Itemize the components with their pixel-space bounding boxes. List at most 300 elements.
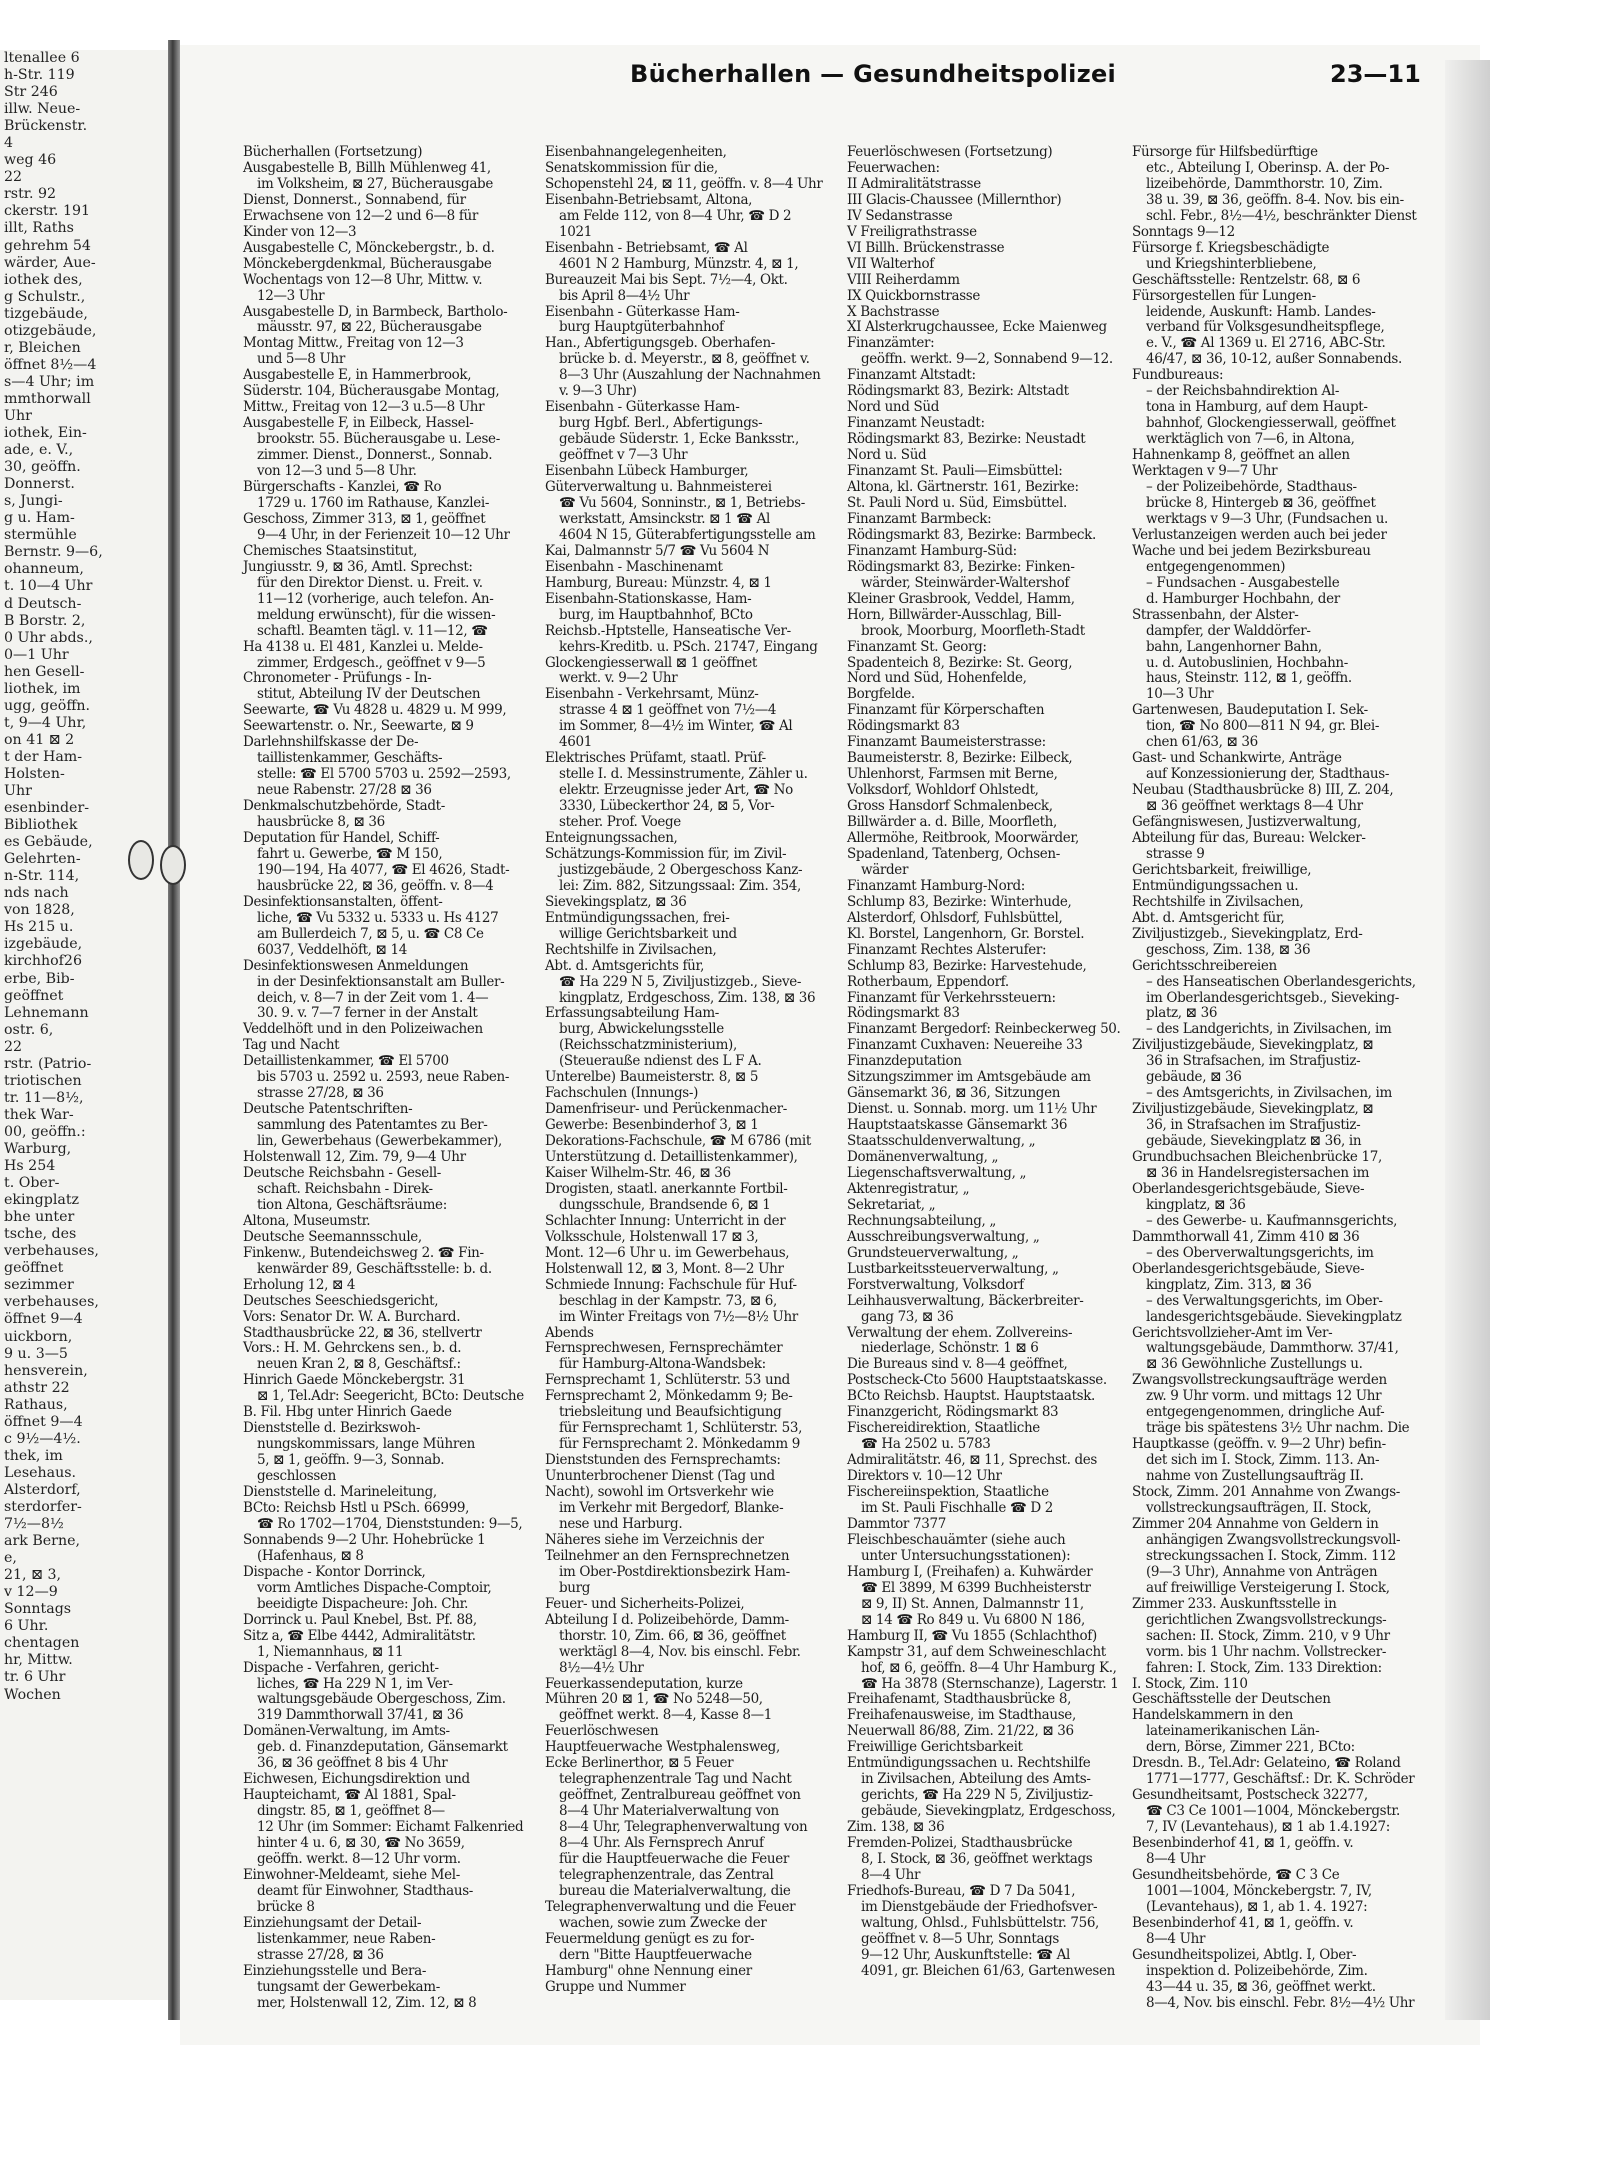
left-page-line: gehrehm 54 <box>4 237 91 254</box>
entry-line: Dispache - Kontor Dorrinck, <box>243 1563 426 1580</box>
entry-line: Hamburg I, (Freihafen) a. Kuhwärder <box>847 1563 1093 1580</box>
entry-line: Billwärder a. d. Bille, Moorfleth, <box>847 814 1057 831</box>
entry-line: Wache und bei jedem Bezirksbureau <box>1132 542 1371 559</box>
entry-line: Besenbinderhof 41, ⊠ 1, geöffn. v. <box>1132 1914 1354 1931</box>
entry-line: 8½—4½ Uhr <box>559 1659 644 1676</box>
entry-line: lateinamerikanischen Län- <box>1146 1723 1320 1740</box>
entry-line: nese und Harburg. <box>559 1515 683 1532</box>
entry-line: Fernsprechwesen, Fernsprechämter <box>545 1340 783 1357</box>
entry-line: und Kriegshinterbliebene, <box>1146 255 1317 272</box>
entry-line: Fischereidirektion, Staatliche <box>847 1420 1040 1437</box>
entry-line: (9—3 Uhr), Annahme von Anträgen <box>1146 1563 1378 1580</box>
entry-line: haus, Steinstr. 112, ⊠ 1, geöffn. <box>1146 670 1352 687</box>
entry-line: tion Altona, Geschäftsräume: <box>257 1196 447 1213</box>
entry-line: Domänen-Verwaltung, im Amts- <box>243 1723 450 1740</box>
left-page-line: Hs 215 u. <box>4 919 74 936</box>
entry-line: Eisenbahn - Betriebsamt, ☎ Al <box>545 239 748 256</box>
entry-line: Mühren 20 ⊠ 1, ☎ No 5248—50, <box>545 1691 763 1708</box>
entry-line: Kaiser Wilhelm-Str. 46, ⊠ 36 <box>545 1165 731 1181</box>
entry-line: Einziehungsamt der Detail- <box>243 1914 422 1931</box>
entry-line: Hinrich Gaede Mönckebergstr. 31 <box>243 1372 466 1389</box>
entry-line: Sonntags 9—12 <box>1132 223 1235 240</box>
entry-line: burg Hauptgüterbahnhof <box>559 319 724 336</box>
entry-line: gerichtlichen Zwangsvollstreckungs- <box>1146 1611 1387 1628</box>
entry-line: Elektrisches Prüfamt, staatl. Prüf- <box>545 750 766 767</box>
entry-line: Wochentags von 12—8 Uhr, Mittw. v. <box>243 271 483 288</box>
entry-line: willige Gerichtsbarkeit und <box>559 925 737 942</box>
entry-line: Hamburg" ohne Nennung einer <box>545 1962 752 1979</box>
entry-line: mer, Holstenwall 12, Zim. 12, ⊠ 8 <box>257 1994 477 2011</box>
entry-line: deich, v. 8—7 in der Zeit vom 1. 4— <box>257 989 489 1006</box>
entry-line: VIII Reiherdamm <box>847 271 960 288</box>
entry-line: Abteilung I d. Polizeibehörde, Damm- <box>545 1611 789 1628</box>
entry-line: für die Hauptfeuerwache die Feuer <box>559 1850 789 1867</box>
entry-line: geöffn. werkt. 8—12 Uhr vorm. <box>257 1850 461 1867</box>
entry-line: Kleiner Grasbrook, Veddel, Hamm, <box>847 590 1075 607</box>
entry-line: Chemisches Staatsinstitut, <box>243 542 418 559</box>
left-page-line: 0 Uhr abds., <box>4 629 93 646</box>
entry-line: unter Untersuchungsstationen): <box>861 1547 1071 1564</box>
left-page-line: wärder, Aue- <box>4 254 96 271</box>
entry-line: Lustbarkeitssteuerverwaltung, „ <box>847 1260 1059 1277</box>
entry-line: Volksschule, Holstenwall 17 ⊠ 3, <box>545 1228 759 1245</box>
entry-line: III Glacis-Chaussee (Millernthor) <box>847 191 1062 208</box>
entry-line: Finanzamt für Körperschaften <box>847 702 1045 719</box>
left-page-line: kirchhof26 <box>4 953 82 970</box>
entry-line: Dienststelle d. Bezirkswoh- <box>243 1420 421 1437</box>
entry-line: im Ober-Postdirektionsbezirk Ham- <box>559 1563 790 1580</box>
entry-line: 36 in Strafsachen, im Strafjustiz- <box>1146 1053 1361 1070</box>
left-page-line: thek, im <box>4 1447 63 1464</box>
entry-line: Finanzamt Hamburg-Nord: <box>847 877 1025 894</box>
entry-line: Dienst. u. Sonnab. morg. um 11½ Uhr <box>847 1101 1097 1118</box>
left-page-line: illt, Raths <box>4 220 74 237</box>
left-page-line: r, Bleichen <box>4 339 81 356</box>
entry-line: Gruppe und Nummer <box>545 1978 686 1995</box>
entry-line: Detaillistenkammer, ☎ El 5700 <box>243 1053 449 1070</box>
entry-line: streckungssachen I. Stock, Zimm. 112 <box>1146 1547 1396 1564</box>
entry-line: Kl. Borstel, Langenhorn, Gr. Borstel. <box>847 925 1085 942</box>
entry-line: Nord und Süd, Hohenfelde, <box>847 670 1027 687</box>
entry-line: Stock, Zimm. 201 Annahme von Zwangs- <box>1132 1484 1400 1501</box>
entry-line: 8—4 Uhr <box>1146 1850 1206 1867</box>
left-page-line: c 9½—4½. <box>4 1430 81 1447</box>
entry-line: liche, ☎ Vu 5332 u. 5333 u. Hs 4127 <box>257 909 499 926</box>
entry-line: 8, I. Stock, ⊠ 36, geöffnet werktags <box>861 1850 1093 1867</box>
entry-line: bahn, Langenhorner Bahn, <box>1146 638 1322 655</box>
entry-line: strasse 9 <box>1146 845 1205 862</box>
entry-line: Hamburg, Bureau: Münzstr. 4, ⊠ 1 <box>545 574 772 591</box>
entry-line: Gesundheitspolizei, Abtlg. I, Ober- <box>1132 1946 1357 1963</box>
entry-line: ☎ El 3899, M 6399 Buchheisterstr <box>861 1579 1091 1596</box>
entry-line: – Fundsachen - Ausgabestelle <box>1146 574 1340 591</box>
entry-line: Schopenstehl 24, ⊠ 11, geöffn. v. 8—4 Uhr <box>545 175 823 192</box>
left-page-line: t der Ham- <box>4 748 83 765</box>
entry-line: Einwohner-Meldeamt, siehe Mel- <box>243 1866 460 1883</box>
entry-line: Kampstr 31, auf dem Schweineschlacht <box>847 1643 1106 1660</box>
entry-line: 43—44 u. 35, ⊠ 36, geöffnet werkt. <box>1146 1978 1376 1995</box>
left-page-line: mmthorwall <box>4 390 91 407</box>
entry-line: Fernsprechamt 1, Schlüterstr. 53 und <box>545 1372 790 1389</box>
entry-line: Ausgabestelle D, in Barmbeck, Bartholo- <box>243 303 508 320</box>
entry-line: Zimmer 204 Annahme von Geldern in <box>1132 1515 1379 1532</box>
left-page-line: 0—1 Uhr <box>4 646 69 663</box>
entry-line: Spadenteich 8, Bezirke: St. Georg, <box>847 654 1073 671</box>
entry-line: Jungiusstr. 9, ⊠ 36, Amtl. Sprechst: <box>243 558 473 575</box>
entry-line: Zwangsvollstreckungsaufträge werden <box>1132 1372 1387 1389</box>
entry-line: gebäude Süderstr. 1, Ecke Banksstr., <box>559 431 799 448</box>
entry-line: Gross Hansdorf Schmalenbeck, <box>847 798 1053 815</box>
entry-line: Reichsb.-Hptstelle, Hanseatische Ver- <box>545 622 791 639</box>
entry-line: landesgerichtsgebäude. Sievekingplatz <box>1146 1308 1402 1325</box>
entry-line: wärder, Steinwärder-Waltershof <box>861 574 1070 591</box>
left-page-line: erbe, Bib- <box>4 970 75 987</box>
entry-line: dungsschule, Brandsende 6, ⊠ 1 <box>559 1196 771 1213</box>
entry-line: Fürsorgestellen für Lungen- <box>1132 287 1316 304</box>
left-page-line: Alsterdorf, <box>4 1481 81 1498</box>
entry-line: – des Verwaltungsgerichts, im Ober- <box>1146 1292 1383 1309</box>
entry-line: 46/47, ⊠ 36, 10-12, außer Sonnabends. <box>1146 351 1402 368</box>
entry-line: wachen, sowie zum Zwecke der <box>559 1914 767 1931</box>
entry-line: Bücherhallen (Fortsetzung) <box>243 144 423 160</box>
entry-line: Erwachsene von 12—2 und 6—8 für <box>243 207 478 224</box>
entry-line: 1, Niemannhaus, ⊠ 11 <box>257 1643 404 1660</box>
left-page-line: verbehauses, <box>4 1243 99 1260</box>
entry-line: Ecke Berlinerthor, ⊠ 5 Feuer <box>545 1755 734 1772</box>
entry-line: dingstr. 85, ⊠ 1, geöffnet 8— <box>257 1803 445 1820</box>
entry-line: entgegengenommen, dringliche Auf- <box>1146 1404 1385 1421</box>
entry-line: ⊠ 36 geöffnet werktags 8—4 Uhr <box>1146 798 1363 815</box>
entry-line: Rödingsmarkt 83, Bezirke: Finken- <box>847 558 1075 575</box>
entry-line: Nord und Süd <box>847 399 940 416</box>
entry-line: für Fernsprechamt 2. Mönkedamm 9 <box>559 1436 800 1453</box>
entry-line: Fleischbeschauämter (siehe auch <box>847 1531 1066 1548</box>
left-page-line: v 12—9 <box>4 1584 58 1601</box>
entry-line: Dammthorwall 41, Zimm 410 ⊠ 36 <box>1132 1228 1360 1245</box>
entry-line: Montag Mittw., Freitag von 12—3 <box>243 335 464 352</box>
entry-line: (Levantehaus), ⊠ 1, ab 1. 4. 1927: <box>1146 1898 1368 1915</box>
left-page-line: Str 246 <box>4 84 58 101</box>
entry-line: Finanzamt Cuxhaven: Neuereihe 33 <box>847 1037 1083 1054</box>
entry-line: Dekorations-Fachschule, ☎ M 6786 (mit <box>545 1133 811 1150</box>
entry-line: Haupteichamt, ☎ Al 1881, Spal- <box>243 1787 456 1804</box>
left-page-line: n-Str. 114, <box>4 868 80 885</box>
entry-line: ⊠ 1, Tel.Adr: Seegericht, BCto: Deutsche <box>257 1388 524 1405</box>
left-page-line: tr. 6 Uhr <box>4 1669 66 1686</box>
left-page-line: es Gebäude, <box>4 834 93 851</box>
left-page-line: stermühle <box>4 527 77 544</box>
entry-line: Seewartenstr. o. Nr., Seewarte, ⊠ 9 <box>243 718 474 735</box>
entry-line: IX Quickbornstrasse <box>847 287 981 304</box>
entry-line: Geschäftsstelle: Rentzelstr. 68, ⊠ 6 <box>1132 271 1361 288</box>
left-page-line: Bernstr. 9—6, <box>4 544 103 561</box>
entry-line: brücke 8, Hintergeb ⊠ 36, geöffnet <box>1146 494 1376 511</box>
entry-line: Oberlandesgerichtsgebäude, Sieve- <box>1132 1180 1365 1197</box>
entry-line: Vors: Senator Dr. W. A. Burchard. <box>243 1308 461 1325</box>
left-page-line: Sonntags <box>4 1601 72 1618</box>
entry-line: Rödingsmarkt 83, Bezirke: Neustadt <box>847 431 1086 448</box>
entry-line: inspektion d. Polizeibehörde, Zim. <box>1146 1962 1368 1979</box>
entry-line: Dienststelle d. Marineleitung, <box>243 1484 437 1501</box>
entry-line: Feuerkassendeputation, kurze <box>545 1675 743 1692</box>
entry-line: Werktagen v 9—7 Uhr <box>1132 463 1278 480</box>
entry-line: Strassenbahn, der Alster- <box>1132 606 1299 623</box>
entry-line: Gesundheitsamt, Postscheck 32277, <box>1132 1787 1368 1804</box>
entry-line: Holstenwall 12, Zim. 79, 9—4 Uhr <box>243 1149 466 1166</box>
entry-line: Abt. d. Amtsgerichts für, <box>545 957 705 974</box>
entry-line: 10—3 Uhr <box>1146 686 1214 703</box>
entry-line: Eisenbahn - Güterkasse Ham- <box>545 303 740 320</box>
entry-line: 38 u. 39, ⊠ 36, geöffn. 8-4. Nov. bis ein- <box>1146 191 1404 208</box>
entry-line: Seewarte, ☎ Vu 4828 u. 4829 u. M 999, <box>243 702 507 719</box>
left-page-line: iothek des, <box>4 271 83 288</box>
entry-line: Geschoss, Zimmer 313, ⊠ 1, geöffnet <box>243 510 486 527</box>
entry-line: (Hafenhaus, ⊠ 8 <box>257 1547 364 1564</box>
left-page-line: ltenallee 6 <box>4 50 80 66</box>
entry-line: Spadenland, Tatenberg, Ochsen- <box>847 845 1060 862</box>
left-page-line: hen Gesell- <box>4 663 85 680</box>
entry-line: Eisenbahn-Stationskasse, Ham- <box>545 590 752 607</box>
left-page-line: Uhr <box>4 783 32 800</box>
entry-line: etc., Abteilung I, Oberinsp. A. der Po- <box>1146 159 1390 176</box>
entry-line: Abt. d. Amtsgericht für, <box>1132 909 1285 926</box>
left-page-line: Holsten- <box>4 765 65 782</box>
entry-line: Liegenschaftsverwaltung, „ <box>847 1165 1027 1181</box>
entry-line: Dienst, Donnerst., Sonnabend, für <box>243 191 466 208</box>
entry-line: Holstenwall 12, ⊠ 3, Mont. 8—2 Uhr <box>545 1260 784 1277</box>
left-page-line: sterdorfer- <box>4 1498 82 1515</box>
entry-line: IV Sedanstrasse <box>847 207 953 224</box>
left-page-line: on 41 ⊠ 2 <box>4 731 75 748</box>
left-page-line: tr. 11—8½, <box>4 1089 84 1106</box>
entry-line: Schlump 83, Bezirke: Winterhude, <box>847 893 1072 910</box>
entry-line: gerichts, ☎ Ha 229 N 5, Ziviljustiz- <box>861 1787 1093 1804</box>
entry-line: Deutsche Seemannsschule, <box>243 1228 422 1245</box>
entry-line: BCto Reichsb. Hauptst. Hauptstaatsk. <box>847 1388 1096 1405</box>
entry-line: Allermöhe, Reitbrook, Moorwärder, <box>847 829 1079 846</box>
entry-line: 8—3 Uhr (Auszahlung der Nachnahmen <box>559 367 821 384</box>
entry-line: fahren: I. Stock, Zim. 133 Direktion: <box>1146 1659 1382 1676</box>
entry-line: sammlung des Patentamtes zu Ber- <box>257 1117 488 1134</box>
entry-line: ☎ Vu 5604, Sonninstr., ⊠ 1, Betriebs- <box>559 494 805 511</box>
left-page-line: 30, geöffn. <box>4 459 81 476</box>
entry-line: meldung erwünscht), für die wissen- <box>257 606 496 623</box>
entry-line: Hamburg II, ☎ Vu 1855 (Schlachthof) <box>847 1627 1097 1644</box>
entry-line: Ziviljustizgebäude, Sievekingplatz, ⊠ <box>1132 1037 1374 1054</box>
entry-line: im Volksheim, ⊠ 27, Bücherausgabe <box>257 175 493 192</box>
entry-line: Güterverwaltung u. Bahnmeisterei <box>545 479 772 496</box>
left-page-line: t. 10—4 Uhr <box>4 578 93 595</box>
entry-line: tona in Hamburg, auf dem Haupt- <box>1146 399 1368 416</box>
entry-line: ⊠ 14 ☎ Ro 849 u. Vu 6800 N 186, <box>861 1611 1085 1628</box>
entry-line: Freiwillige Gerichtsbarkeit <box>847 1739 1023 1756</box>
entry-line: Feuerlöschwesen <box>545 1723 659 1740</box>
entry-line: Finanzdeputation <box>847 1053 962 1070</box>
entry-line: strasse 27/28, ⊠ 36 <box>257 1946 384 1963</box>
left-page-line: hensverein, <box>4 1362 88 1379</box>
left-page-line: nds nach <box>4 885 69 902</box>
entry-line: verband für Volksgesundheitspflege, <box>1146 319 1385 336</box>
page-edge-shadow <box>1445 60 1490 2020</box>
entry-line: – der Reichsbahndirektion Al- <box>1146 383 1340 400</box>
entry-line: – der Polizeibehörde, Stadthaus- <box>1146 479 1357 496</box>
entry-line: ☎ Ha 2502 u. 5783 <box>861 1436 991 1453</box>
entry-line: – des Gewerbe- u. Kaufmannsgerichts, <box>1146 1212 1398 1229</box>
entry-line: im Winter Freitags von 7½—8½ Uhr <box>559 1308 798 1325</box>
entry-line: im Oberlandesgerichtsgeb., Sieveking- <box>1146 989 1399 1006</box>
entry-line: 1001—1004, Mönckebergstr. 7, IV, <box>1146 1882 1372 1899</box>
entry-line: bureau die Materialverwaltung, die <box>559 1882 791 1899</box>
left-page-line: g Schulstr., <box>4 288 86 305</box>
left-page-line: 21, ⊠ 3, <box>4 1567 62 1584</box>
entry-line: im Verkehr mit Bergedorf, Blanke- <box>559 1500 784 1517</box>
entry-line: taillistenkammer, Geschäfts- <box>257 750 443 767</box>
entry-line: zimmer. Dienst., Donnerst., Sonnab. <box>257 447 493 464</box>
entry-line: deamt für Einwohner, Stadthaus- <box>257 1882 473 1899</box>
entry-line: fahrt u. Gewerbe, ☎ M 150, <box>257 845 443 862</box>
entry-line: dampfer, der Walddörfer- <box>1146 622 1311 639</box>
entry-line: Stadthausbrücke 22, ⊠ 36, stellvertr <box>243 1324 482 1341</box>
entry-line: tungsamt der Gewerbekam- <box>257 1978 440 1995</box>
entry-line: Finkenw., Butendeichsweg 2. ☎ Fin- <box>243 1244 484 1261</box>
entry-line: Freihafenamt, Stadthausbrücke 8, <box>847 1691 1072 1708</box>
left-page-line: rstr. (Patrio- <box>4 1055 92 1072</box>
left-page-line: ugg, geöffn. <box>4 697 91 714</box>
entry-line: Abteilung für das, Bureau: Welcker- <box>1132 829 1366 846</box>
entry-line: Eisenbahn - Güterkasse Ham- <box>545 399 740 416</box>
entry-line: Schmiede Innung: Fachschule für Huf- <box>545 1276 797 1293</box>
entry-line: hausbrücke 8, ⊠ 36 <box>257 814 385 831</box>
entry-line: Verwaltung der ehem. Zollvereins- <box>847 1324 1073 1341</box>
entry-line: Gefängniswesen, Justizverwaltung, <box>1132 814 1361 831</box>
left-page-line: otizgebäude, <box>4 322 97 339</box>
entry-line: neue Rabenstr. 27/28 ⊠ 36 <box>257 782 432 799</box>
entry-line: Desinfektionsanstalten, öffent- <box>243 893 443 910</box>
entry-line: liches, ☎ Ha 229 N 1, im Ver- <box>257 1675 453 1692</box>
entry-line: Eisenbahnangelegenheiten, <box>545 144 727 160</box>
left-page-line: s, Jungi- <box>4 493 63 510</box>
left-page-line: öffnet 9—4 <box>4 1311 83 1328</box>
entry-line: Eisenbahn Lübeck Hamburger, <box>545 463 749 480</box>
entry-line: 36, ⊠ 36 geöffnet 8 bis 4 Uhr <box>257 1755 448 1772</box>
left-page-line: chentagen <box>4 1635 80 1652</box>
entry-line: St. Pauli Nord u. Süd, Eimsbüttel. <box>847 494 1067 511</box>
entry-line: Telegraphenverwaltung und die Feuer <box>545 1898 796 1915</box>
entry-line: Gerichtsvollzieher-Amt im Ver- <box>1132 1324 1333 1341</box>
left-page-line: ark Berne, <box>4 1533 80 1550</box>
left-page-line: 22 <box>4 169 23 186</box>
entry-line: Domänenverwaltung, „ <box>847 1149 999 1166</box>
entry-line: Senatskommission für die, <box>545 159 718 176</box>
entry-line: Deputation für Handel, Schiff- <box>243 829 440 846</box>
left-page-line: 22 <box>4 1038 23 1055</box>
left-page-line: athstr 22 <box>4 1379 70 1396</box>
entry-line: Ununterbrochener Dienst (Tag und <box>545 1468 775 1485</box>
entry-line: X Bachstrasse <box>847 303 940 320</box>
left-page-line: tsche, des <box>4 1226 77 1243</box>
left-page-line: B Borstr. 2, <box>4 612 86 629</box>
left-page-line: ade, e. V., <box>4 442 74 459</box>
entry-line: Rechnungsabteilung, „ <box>847 1212 997 1229</box>
entry-line: Finanzamt Rechtes Alsterufer: <box>847 941 1047 958</box>
entry-line: nungskommissars, lange Mühren <box>257 1436 475 1453</box>
entry-line: det sich im I. Stock, Zimm. 113. An- <box>1146 1452 1380 1469</box>
entry-line: e. V., ☎ Al 1369 u. El 2716, ABC-Str. <box>1146 335 1386 352</box>
left-page-line: liothek, im <box>4 680 81 697</box>
entry-line: gebäude, ⊠ 36 <box>1146 1069 1242 1086</box>
entry-line: 36, in Strafsachen im Strafjustiz- <box>1146 1117 1361 1134</box>
entry-line: Schätzungs-Kommission für, im Zivil- <box>545 845 787 862</box>
entry-line: Rödingsmarkt 83, Bezirk: Altstadt <box>847 383 1069 400</box>
entry-line: vollstreckungsaufträgen, II. Stock, <box>1146 1500 1372 1517</box>
entry-line: Chronometer - Prüfungs - In- <box>243 670 432 687</box>
entry-line: 8—4, Nov. bis einschl. Febr. 8½—4½ Uhr <box>1146 1994 1415 2011</box>
entry-line: vorm. bis 1 Uhr nachm. Vollstrecker- <box>1146 1643 1387 1660</box>
entry-line: Entmündigungssachen u. Rechtshilfe <box>847 1755 1091 1772</box>
entry-line: Gartenwesen, Baudeputation I. Sek- <box>1132 702 1368 719</box>
entry-line: ⊠ 36 in Handelsregistersachen im <box>1146 1165 1370 1181</box>
entry-line: Dammtor 7377 <box>847 1515 946 1532</box>
left-page-line: thek War- <box>4 1106 74 1123</box>
entry-line: 1729 u. 1760 im Rathause, Kanzlei- <box>257 494 490 511</box>
entry-line: 11—12 (vorherige, auch telefon. An- <box>257 590 494 607</box>
entry-line: bis 5703 u. 2592 u. 2593, neue Raben- <box>257 1069 510 1086</box>
entry-line: werktäglich von 7—6, in Altona, <box>1146 431 1355 448</box>
entry-line: geöffnet v 7—3 Uhr <box>559 447 688 464</box>
left-page-line: s—4 Uhr; im <box>4 373 95 390</box>
entry-line: Denkmalschutzbehörde, Stadt- <box>243 798 445 815</box>
column-1 <box>243 144 525 2011</box>
entry-line: Fernsprechamt 2, Mönkedamm 9; Be- <box>545 1388 793 1405</box>
entry-line: Postscheck-Cto 5600 Hauptstaatskasse. <box>847 1372 1107 1389</box>
entry-line: burg <box>559 1579 591 1596</box>
entry-line: 8—4 Uhr <box>1146 1930 1206 1947</box>
entry-line: von 12—3 und 5—8 Uhr. <box>257 463 417 480</box>
left-page-line: weg 46 <box>4 152 57 169</box>
entry-line: ☎ C3 Ce 1001—1004, Mönckebergstr. <box>1146 1803 1400 1820</box>
entry-line: Eisenbahn-Betriebsamt, Altona, <box>545 191 753 208</box>
entry-line: Deutsche Reichsbahn - Gesell- <box>243 1165 442 1181</box>
entry-line: brücke 8 <box>257 1898 315 1915</box>
left-page-line: 00, geöffn.: <box>4 1123 86 1140</box>
entry-line: Glockengiesserwall ⊠ 1 geöffnet <box>545 654 757 671</box>
entry-line: dern "Bitte Hauptfeuerwache <box>559 1946 752 1963</box>
entry-line: Finanzamt Hamburg-Süd: <box>847 542 1017 559</box>
entry-line: hinter 4 u. 6, ⊠ 30, ☎ No 3659, <box>257 1835 465 1852</box>
entry-line: Ausgabestelle B, Billh Mühlenweg 41, <box>243 159 491 176</box>
entry-line: ☎ Ha 229 N 5, Ziviljustizgeb., Sieve- <box>559 973 802 990</box>
entry-line: Damenfriseur- und Perückenmacher- <box>545 1101 787 1118</box>
entry-line: B. Fil. Hbg unter Hinrich Gaede <box>243 1404 452 1421</box>
entry-line: Uhlenhorst, Farmsen mit Berne, <box>847 766 1058 783</box>
entry-line: Ausgabestelle C, Mönckebergstr., b. d. <box>243 239 495 256</box>
left-page-line: 6 Uhr. <box>4 1618 49 1635</box>
entry-line: Oberlandesgerichtsgebäude, Sieve- <box>1132 1260 1365 1277</box>
entry-line: werkt. v. 9—2 Uhr <box>559 670 678 687</box>
entry-line: 6037, Veddelhöft, ⊠ 14 <box>257 941 407 958</box>
entry-line: II Admiralitätstrasse <box>847 175 981 192</box>
entry-line: zimmer, Erdgesch., geöffnet v 9—5 <box>257 654 486 671</box>
entry-line: Friedhofs-Bureau, ☎ D 7 Da 5041, <box>847 1882 1076 1899</box>
entry-line: Gesundheitsbehörde, ☎ C 3 Ce <box>1132 1866 1340 1883</box>
entry-line: gebäude, Sievekingplatz, Erdgeschoss, <box>861 1803 1116 1820</box>
entry-line: Ausschreibungsverwaltung, „ <box>847 1228 1040 1245</box>
entry-line: Unterstützung d. Detaillistenkammer), <box>545 1149 798 1166</box>
entry-line: entgegengenommen) <box>1146 558 1286 575</box>
left-page-line: 7½—8½ <box>4 1516 64 1533</box>
entry-line: niederlage, Schönstr. 1 ⊠ 6 <box>861 1340 1039 1357</box>
entry-line: Mont. 12—6 Uhr u. im Gewerbehaus, <box>545 1244 790 1261</box>
